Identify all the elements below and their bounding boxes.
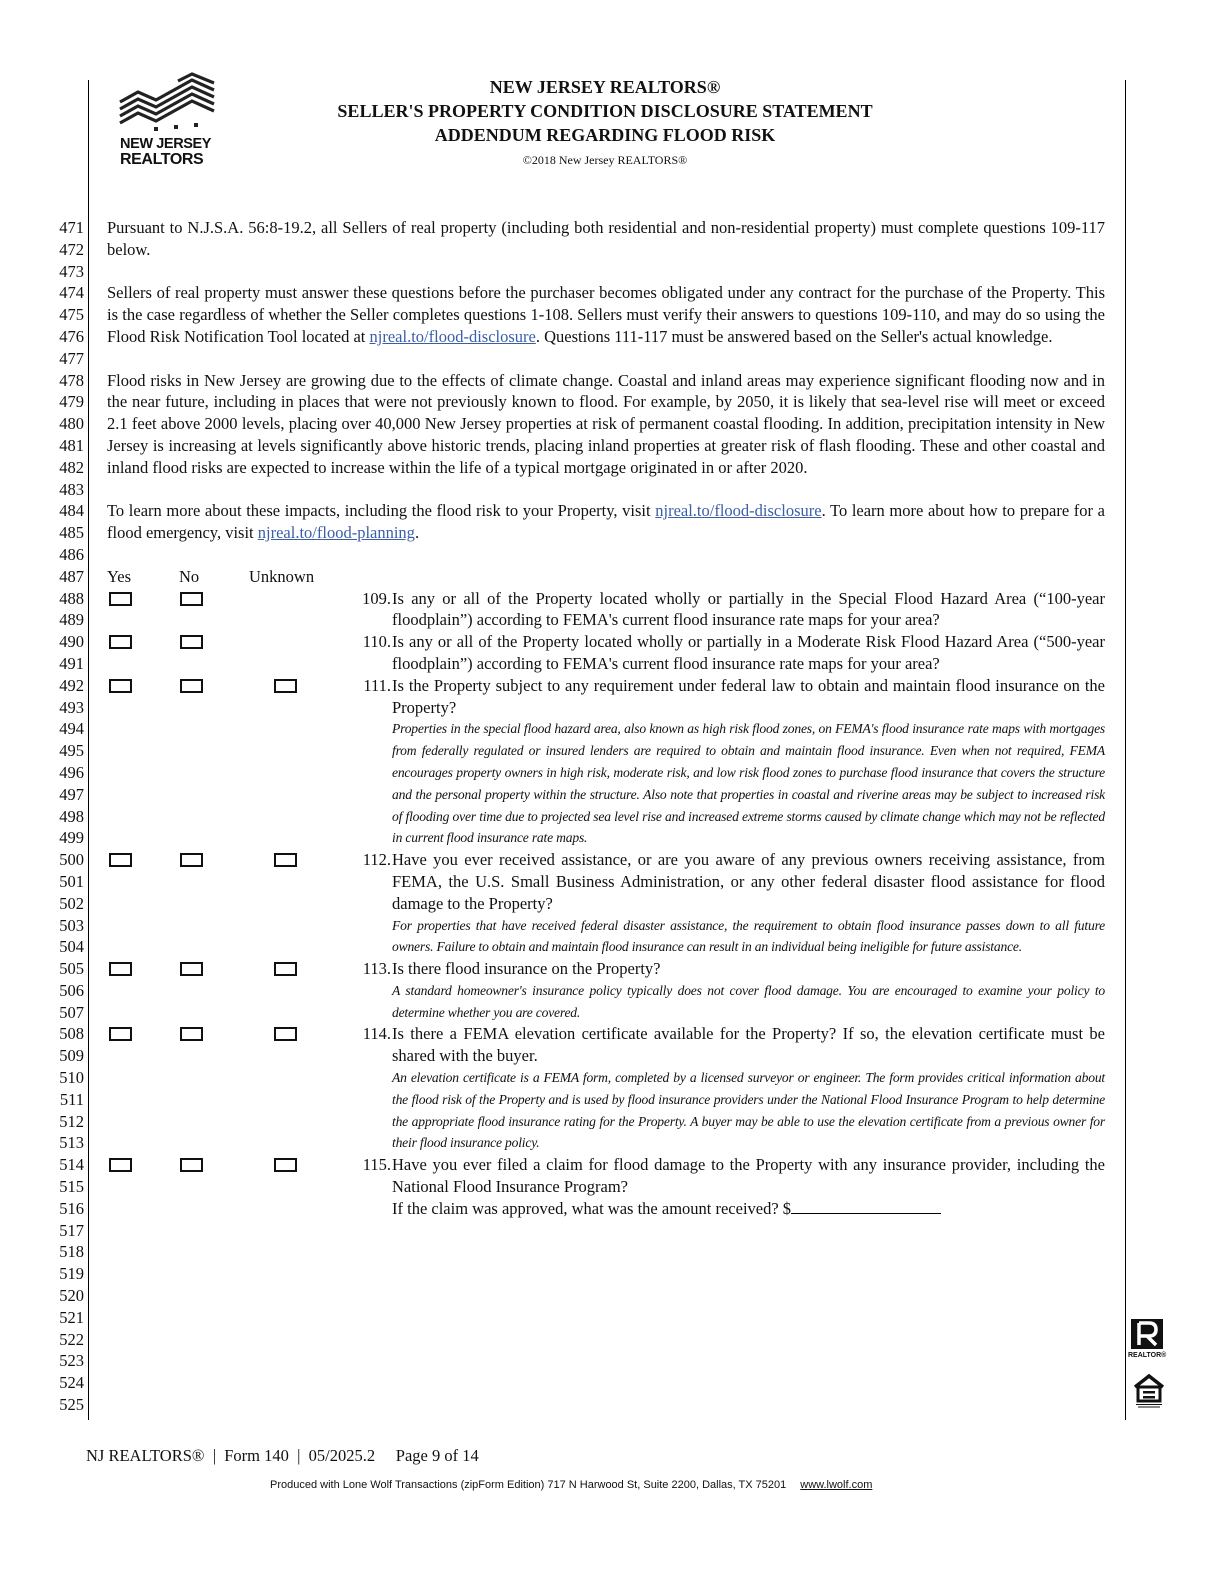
line-number: 513 — [59, 1133, 84, 1153]
realtor-r-icon — [1130, 1318, 1164, 1350]
line-number: 520 — [59, 1286, 84, 1306]
claim-amount-line — [392, 1198, 1105, 1220]
question-list — [107, 588, 1105, 1220]
line-number: 502 — [59, 893, 84, 913]
line-number: 505 — [59, 959, 84, 979]
intro-paragraph-1: Pursuant to N.J.S.A. 56:8-19.2, all Sellers of real property (including both residential and non-residential property) must complete questions 109-117 below. — [107, 218, 1105, 259]
logo-text-line1: NEW JERSEY — [120, 136, 212, 152]
question-number: 115. — [362, 1155, 391, 1175]
line-number: 506 — [59, 980, 84, 1000]
line-number: 490 — [59, 632, 84, 652]
line-number: 515 — [59, 1177, 84, 1197]
line-number: 481 — [59, 435, 84, 455]
intro-p2-text: Sellers of real property must answer these questions before the purchaser becomes obligated under any contract for the purchase of the Property. This is the case regardless of whether the Seller completes questions 1-108. Sellers must verify their answers to questions 109-110, and may do so using the Flood Risk Notification Tool located at — [107, 283, 1105, 346]
question-number: 112. — [362, 850, 391, 870]
left-margin-rule — [88, 80, 89, 1420]
line-number: 504 — [59, 937, 84, 957]
flood-disclosure-link[interactable]: njreal.to/flood-disclosure — [369, 326, 536, 346]
nj-realtors-logo — [116, 72, 224, 167]
line-number: 512 — [59, 1111, 84, 1131]
answer-checkboxes — [107, 851, 337, 871]
question-row — [107, 1154, 1105, 1219]
claim-amount-field[interactable] — [791, 1199, 941, 1214]
intro-paragraph-3: Flood risks in New Jersey are growing due to the effects of climate change. Coastal and inland areas may experience significant flooding now and in the near future, including in places that were not previously known to flood. For example, by 2050, it is likely that sea-level rise will meet or exceed 2.1 feet above 2000 levels, placing over 40,000 New Jersey properties at risk of permanent coastal flooding. In addition, precipitation intensity in New Jersey is increasing at levels significantly above historic trends, placing inland properties at greater risk of flash flooding. These and other coastal and inland flood risks are expected to increase within the life of a typical mortgage originated in or after 2020. — [107, 370, 1105, 477]
question-text: Is there flood insurance on the Property? — [392, 959, 661, 979]
line-number: 483 — [59, 479, 84, 499]
line-number: 499 — [59, 828, 84, 848]
line-number: 523 — [59, 1351, 84, 1371]
line-number: 511 — [59, 1089, 84, 1109]
line-number: 473 — [59, 261, 84, 281]
line-number: 489 — [59, 610, 84, 630]
unknown-checkbox[interactable] — [274, 962, 297, 976]
header-title-3: ADDENDUM REGARDING FLOOD RISK — [434, 125, 776, 145]
line-number: 500 — [59, 850, 84, 870]
line-number: 478 — [59, 370, 84, 390]
question-number: 109. — [362, 588, 391, 608]
line-number: 476 — [59, 326, 84, 346]
no-checkbox[interactable] — [180, 853, 203, 867]
question-number: 110. — [362, 632, 391, 652]
unknown-column-header: Unknown — [249, 566, 315, 586]
produced-with-line — [270, 1479, 872, 1491]
no-column-header: No — [179, 566, 200, 586]
line-number: 486 — [59, 544, 84, 564]
line-number: 477 — [59, 348, 84, 368]
line-number: 522 — [59, 1329, 84, 1349]
line-number: 480 — [59, 414, 84, 434]
question-row — [107, 1023, 1105, 1154]
realtor-label: REALTOR® — [1128, 1352, 1167, 1359]
line-number: 491 — [59, 653, 84, 673]
logo-text-line2: REALTORS — [120, 151, 204, 168]
flood-disclosure-link-2[interactable]: njreal.to/flood-disclosure — [655, 501, 822, 521]
line-number: 474 — [59, 283, 84, 303]
yes-checkbox[interactable] — [109, 853, 132, 867]
no-checkbox[interactable] — [180, 592, 203, 606]
intro-p2-text-end: . Questions 111-117 must be answered based on the Seller's actual knowledge. — [535, 326, 1053, 346]
yes-column-header: Yes — [107, 566, 132, 586]
question-text: Is any or all of the Property located wholly or partially in a Moderate Risk Flood Hazard Area (“500-year floodplain”) according to FEMA's current flood insurance rate maps for your area? — [392, 632, 1105, 673]
form-body — [107, 217, 1105, 1220]
line-number: 517 — [59, 1220, 84, 1240]
line-number: 519 — [59, 1264, 84, 1284]
yes-checkbox[interactable] — [109, 1158, 132, 1172]
no-checkbox[interactable] — [180, 962, 203, 976]
line-number: 496 — [59, 762, 84, 782]
question-text: Is the Property subject to any requirement under federal law to obtain and maintain flood insurance on the Property? — [392, 675, 1105, 717]
line-number: 493 — [59, 697, 84, 717]
form-header — [300, 75, 910, 168]
unknown-checkbox[interactable] — [274, 853, 297, 867]
unknown-checkbox[interactable] — [274, 1027, 297, 1041]
line-number: 521 — [59, 1307, 84, 1327]
answer-checkboxes — [107, 590, 337, 610]
answer-checkboxes — [107, 677, 337, 697]
line-number: 479 — [59, 392, 84, 412]
no-checkbox[interactable] — [180, 1027, 203, 1041]
produced-text: Produced with Lone Wolf Transactions (zipForm Edition) 717 N Harwood St, Suite 2200, Dallas, TX 75201 — [270, 1479, 787, 1491]
intro-paragraph-4 — [107, 500, 1105, 544]
header-title-2: SELLER'S PROPERTY CONDITION DISCLOSURE STATEMENT — [337, 101, 873, 121]
question-note: A standard homeowner's insurance policy typically does not cover flood damage. You are encouraged to examine your policy to determine whether you are covered. — [392, 982, 1105, 1020]
line-number-column — [44, 217, 84, 1416]
question-note: For properties that have received federal disaster assistance, the requirement to obtain flood insurance passes down to all future owners. Failure to obtain and maintain flood insurance can result in an individual being ineligible for future assistance. — [392, 917, 1105, 955]
unknown-checkbox[interactable] — [274, 1158, 297, 1172]
line-number: 494 — [59, 719, 84, 739]
line-number: 516 — [59, 1198, 84, 1218]
yes-checkbox[interactable] — [109, 635, 132, 649]
claim-amount-label: If the claim was approved, what was the amount received? $ — [392, 1198, 792, 1218]
header-copyright: ©2018 New Jersey REALTORS® — [522, 153, 688, 167]
line-number: 497 — [59, 784, 84, 804]
line-number: 484 — [59, 501, 84, 521]
yes-checkbox[interactable] — [109, 679, 132, 693]
yes-checkbox[interactable] — [109, 962, 132, 976]
yes-checkbox[interactable] — [109, 1027, 132, 1041]
answer-column-headers — [107, 566, 1105, 588]
question-text: Is there a FEMA elevation certificate available for the Property? If so, the elevation certificate must be shared with the buyer. — [392, 1024, 1105, 1066]
question-number: 111. — [363, 675, 391, 695]
line-number: 475 — [59, 305, 84, 325]
question-row — [107, 588, 1105, 632]
line-number: 509 — [59, 1046, 84, 1066]
question-text: Have you ever received assistance, or are you aware of any previous owners receiving assistance, from FEMA, the U.S. Small Business Administration, or any other federal disaster flood assistance for flood damage to the Property? — [392, 850, 1105, 913]
answer-checkboxes — [107, 1025, 337, 1045]
question-note: An elevation certificate is a FEMA form, completed by a licensed surveyor or engineer. The form provides critical information about the flood risk of the Property and is used by flood insurance providers under the National Flood Insurance Program to help determine the appropriate flood insurance rating for the Property. A buyer may be able to use the elevation certificate from a previous owner for their flood insurance policy. — [392, 1070, 1105, 1151]
line-number: 482 — [59, 457, 84, 477]
line-number: 492 — [59, 675, 84, 695]
right-margin-rule — [1125, 80, 1126, 1420]
lwolf-link[interactable]: www.lwolf.com — [800, 1479, 873, 1491]
question-number: 114. — [362, 1024, 391, 1044]
line-number: 495 — [59, 741, 84, 761]
footer-form-info: NJ REALTORS® | Form 140 | 05/2025.2 Page 9 of 14 — [86, 1446, 479, 1465]
intro-p4-text-end: . — [414, 523, 420, 543]
line-number: 487 — [59, 566, 84, 586]
flood-planning-link[interactable]: njreal.to/flood-planning — [257, 523, 415, 543]
question-row — [107, 675, 1105, 849]
line-number: 525 — [59, 1395, 84, 1415]
line-number: 518 — [59, 1242, 84, 1262]
line-number: 514 — [59, 1155, 84, 1175]
line-number: 471 — [59, 218, 84, 237]
unknown-checkbox[interactable] — [274, 679, 297, 693]
line-number: 501 — [59, 871, 84, 891]
question-number: 113. — [362, 959, 391, 979]
line-number: 507 — [59, 1002, 84, 1022]
line-number: 488 — [59, 588, 84, 608]
intro-p4-text-mid: . To learn more about how to prepare for a flood emergency, visit — [107, 501, 1105, 543]
no-checkbox[interactable] — [180, 1158, 203, 1172]
header-title-1: NEW JERSEY REALTORS® — [489, 77, 721, 97]
yes-checkbox[interactable] — [109, 592, 132, 606]
line-number: 510 — [59, 1068, 84, 1088]
equal-housing-icon — [1132, 1372, 1166, 1408]
building-wave-icon — [116, 72, 216, 132]
line-number: 508 — [59, 1024, 84, 1044]
line-number: 472 — [59, 239, 84, 259]
question-row — [107, 631, 1105, 675]
no-checkbox[interactable] — [180, 635, 203, 649]
line-number: 498 — [59, 806, 84, 826]
question-row — [107, 958, 1105, 1023]
intro-paragraph-2 — [107, 282, 1105, 347]
answer-checkboxes — [107, 633, 337, 653]
line-number: 503 — [59, 915, 84, 935]
intro-p4-text: To learn more about these impacts, including the flood risk to your Property, visit — [107, 501, 656, 521]
line-number: 524 — [59, 1373, 84, 1393]
answer-checkboxes — [107, 1156, 337, 1176]
question-text: Is any or all of the Property located wholly or partially in the Special Flood Hazard Area (“100-year floodplain”) according to FEMA's current flood insurance rate maps for your area? — [392, 588, 1105, 630]
question-text: Have you ever filed a claim for flood damage to the Property with any insurance provider, including the National Flood Insurance Program? — [392, 1155, 1105, 1197]
answer-checkboxes — [107, 960, 337, 980]
question-row — [107, 849, 1105, 958]
line-number: 485 — [59, 523, 84, 543]
no-checkbox[interactable] — [180, 679, 203, 693]
question-note: Properties in the special flood hazard area, also known as high risk flood zones, on FEMA's flood insurance rate maps with mortgages from federally regulated or insured lenders are required to obtain and maintain flood insurance. Even when not required, FEMA encourages property owners in high risk, moderate risk, and low risk flood zones to purchase flood insurance that covers the structure and the personal property within the structure. Also note that properties in coastal and riverine areas may be subject to increased risk of flooding over time due to projected sea level rise and increased extreme storms caused by climate change which may not be reflected in current flood insurance rate maps. — [392, 721, 1105, 846]
